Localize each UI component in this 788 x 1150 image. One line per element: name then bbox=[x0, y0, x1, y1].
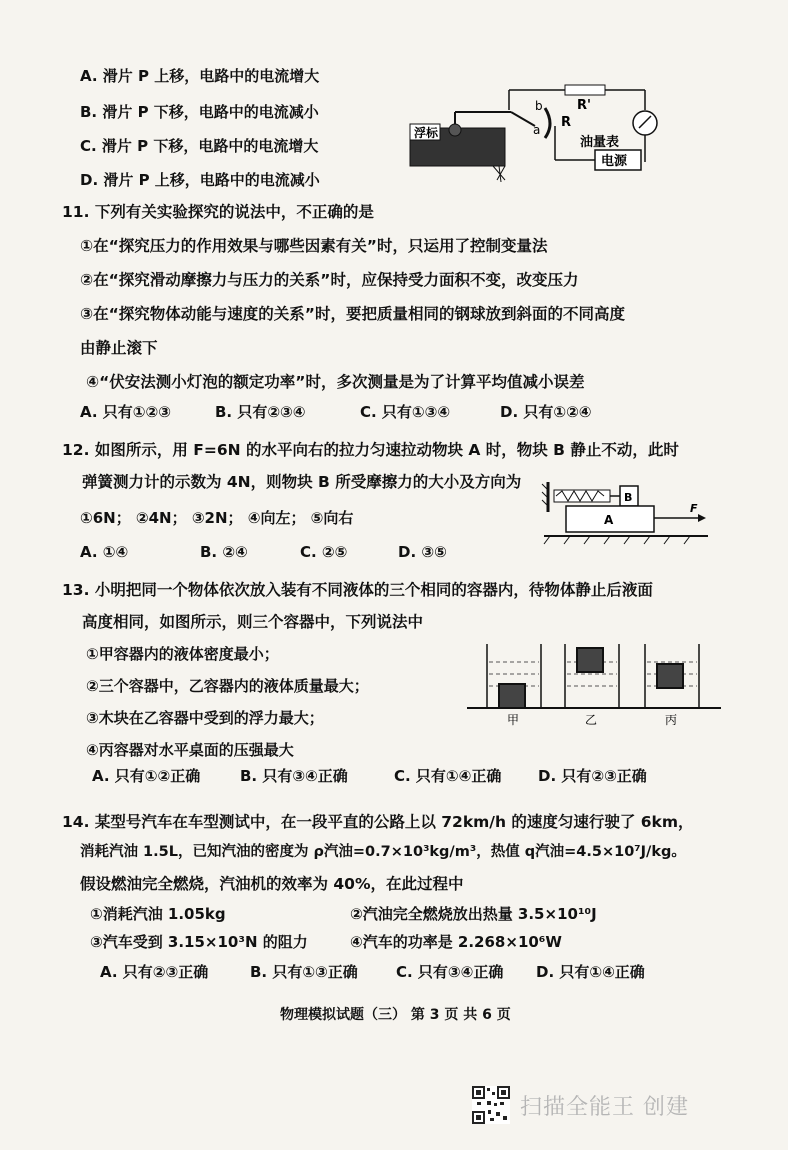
q14-option-c: C. 只有③④正确 bbox=[396, 963, 504, 981]
q11-item-2: ②在“探究滑动摩擦力与压力的关系”时，应保持受力面积不变，改变压力 bbox=[80, 271, 579, 289]
container-bing-label: 丙 bbox=[665, 713, 678, 727]
q13-item-2: ②三个容器中，乙容器内的液体质量最大； bbox=[86, 677, 369, 695]
q14-item-3: ③汽车受到 3.15×10³N 的阻力 bbox=[90, 933, 308, 951]
container-yi-label: 乙 bbox=[585, 713, 598, 727]
q12-option-b: B. ②④ bbox=[200, 543, 248, 561]
q13-option-c: C. 只有①④正确 bbox=[394, 767, 502, 785]
q13-stem: 13. 小明把同一个物体依次放入装有不同液体的三个相同的容器内，待物体静止后液面 bbox=[62, 581, 653, 599]
q14-item-4: ④汽车的功率是 2.268×10⁶W bbox=[350, 933, 562, 951]
q12-option-c: C. ②⑤ bbox=[300, 543, 348, 561]
q13-item-4: ④丙容器对水平桌面的压强最大 bbox=[86, 741, 294, 759]
block-b-label: B bbox=[624, 491, 633, 504]
q13-item-3: ③木块在乙容器中受到的浮力最大； bbox=[86, 709, 324, 727]
q10-option-c: C. 滑片 P 下移，电路中的电流增大 bbox=[80, 137, 319, 155]
block-a-label: A bbox=[604, 513, 614, 527]
q14-stem-cont: 消耗汽油 1.5L，已知汽油的密度为 ρ汽油=0.7×10³kg/m³，热值 q汽油=4.5×10⁷J/kg。 bbox=[80, 844, 686, 860]
q12-stem: 12. 如图所示，用 F=6N 的水平向右的拉力匀速拉动物块 A 时，物块 B 静止不动，此时 bbox=[62, 441, 679, 459]
float-label: 浮标 bbox=[414, 126, 439, 140]
source-label: 电源 bbox=[601, 154, 628, 169]
a-label: a bbox=[533, 123, 541, 137]
q14-stem-cont2: 假设燃油完全燃烧，汽油机的效率为 40%，在此过程中 bbox=[80, 875, 464, 893]
q11-option-d: D. 只有①②④ bbox=[500, 403, 592, 421]
q14-option-b: B. 只有①③正确 bbox=[250, 963, 358, 981]
b-label: b bbox=[535, 99, 543, 113]
three-containers-figure bbox=[465, 640, 725, 730]
q11-item-4: ④“伏安法测小灯泡的额定功率”时，多次测量是为了计算平均值减小误差 bbox=[86, 373, 585, 391]
q12-option-d: D. ③⑤ bbox=[398, 543, 447, 561]
q14-stem: 14. 某型号汽车在车型测试中，在一段平直的公路上以 72km/h 的速度匀速行驶了 6km， bbox=[62, 813, 694, 831]
q13-option-b: B. 只有③④正确 bbox=[240, 767, 348, 785]
page-footer: 物理模拟试题（三） 第 3 页 共 6 页 bbox=[280, 1007, 511, 1023]
q10-option-d: D. 滑片 P 上移，电路中的电流减小 bbox=[80, 171, 320, 189]
q11-item-3: ③在“探究物体动能与速度的关系”时，要把质量相同的钢球放到斜面的不同高度 bbox=[80, 305, 626, 323]
r-prime-label: R' bbox=[577, 98, 591, 113]
q13-stem-cont: 高度相同，如图所示，则三个容器中，下列说法中 bbox=[82, 613, 424, 631]
q11-option-c: C. 只有①③④ bbox=[360, 403, 451, 421]
watermark: 扫描全能王 创建 bbox=[520, 1095, 689, 1120]
r-label: R bbox=[561, 115, 572, 130]
meter-label: 油量表 bbox=[580, 135, 620, 150]
q14-item-2: ②汽油完全燃烧放出热量 3.5×10¹⁰J bbox=[350, 905, 597, 923]
q13-option-a: A. 只有①②正确 bbox=[92, 767, 201, 785]
q14-option-a: A. 只有②③正确 bbox=[100, 963, 209, 981]
q11-stem: 11. 下列有关实验探究的说法中，不正确的是 bbox=[62, 203, 374, 221]
q11-item-1: ①在“探究压力的作用效果与哪些因素有关”时，只运用了控制变量法 bbox=[80, 237, 548, 255]
qr-code-icon bbox=[472, 1086, 510, 1124]
q11-option-b: B. 只有②③④ bbox=[215, 403, 306, 421]
q12-stem-cont: 弹簧测力计的示数为 4N，则物块 B 所受摩擦力的大小及方向为 bbox=[82, 473, 522, 491]
container-jia-label: 甲 bbox=[507, 713, 520, 727]
q11-option-a: A. 只有①②③ bbox=[80, 403, 171, 421]
q12-choices: ①6N； ②4N； ③2N； ④向左； ⑤向右 bbox=[80, 509, 354, 527]
q14-option-d: D. 只有①④正确 bbox=[536, 963, 645, 981]
q10-option-b: B. 滑片 P 下移，电路中的电流减小 bbox=[80, 103, 319, 121]
q10-option-a: A. 滑片 P 上移，电路中的电流增大 bbox=[80, 67, 320, 85]
force-f-label: F bbox=[690, 502, 698, 515]
q11-item-3-cont: 由静止滚下 bbox=[80, 339, 158, 357]
q13-item-1: ①甲容器内的液体密度最小； bbox=[86, 645, 279, 663]
spring-block-figure bbox=[540, 478, 710, 548]
q12-option-a: A. ①④ bbox=[80, 543, 129, 561]
q13-option-d: D. 只有②③正确 bbox=[538, 767, 647, 785]
fuel-gauge-circuit-figure bbox=[405, 80, 665, 190]
q14-item-1: ①消耗汽油 1.05kg bbox=[90, 905, 226, 923]
